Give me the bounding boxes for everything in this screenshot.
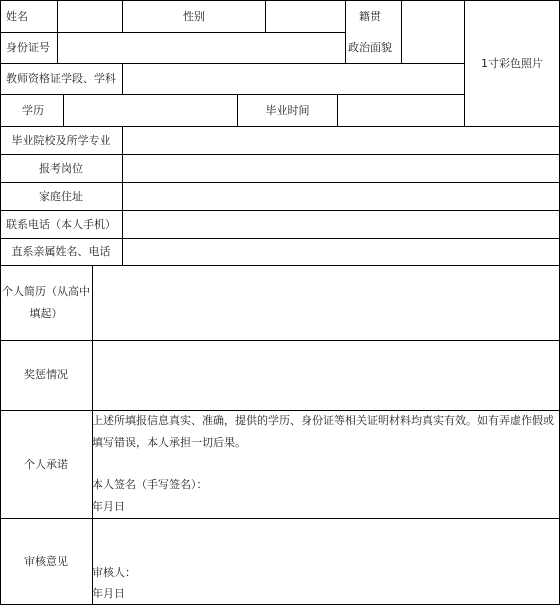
graduation-time-field[interactable] [338,95,464,126]
native-place-field[interactable] [402,1,464,32]
graduation-time-label: 毕业时间 [265,104,310,117]
signature-label: 本人签名（手写签名）： [92,478,208,491]
gender-label: 性别 [183,10,205,23]
education-label: 学历 [22,104,44,117]
graduate-school-field[interactable] [123,127,559,154]
reviewer-label: 审核人： [92,566,136,579]
phone-label: 联系电话（本人手机） [6,218,116,231]
graduate-school-label: 毕业院校及所学专业 [11,134,111,147]
name-field[interactable] [58,1,122,32]
applied-position-label: 报考岗位 [39,162,83,175]
home-address-label: 家庭住址 [39,190,83,203]
review-date: 年月日 [92,587,125,600]
political-status-label: 政治面貌 [348,41,392,54]
political-status-field[interactable] [402,33,464,63]
review-label: 审核意见 [24,555,68,568]
phone-field[interactable] [123,211,559,238]
grid-line [345,0,346,63]
gender-field[interactable] [266,1,345,32]
awards-label: 奖惩情况 [24,368,68,381]
pledge-date: 年月日 [92,500,125,513]
teacher-cert-label: 教师资格证学段、学科 [6,72,116,85]
pledge-text: 上述所填报信息真实、准确，提供的学历、身份证等相关证明材料均真实有效。如有弄虚作假或填写错误，本人承担一切后果。 [92,414,554,449]
home-address-field[interactable] [123,183,559,210]
resume-field[interactable] [93,266,559,340]
grid-line [0,0,1,605]
pledge-label: 个人承诺 [24,458,68,471]
name-label: 姓名 [6,10,28,23]
relative-label: 直系亲属姓名、电话 [11,245,111,258]
applied-position-field[interactable] [123,155,559,182]
id-number-label: 身份证号 [6,41,50,54]
education-field[interactable] [64,95,237,126]
resume-label: 个人简历（从高中填起） [2,285,90,320]
id-number-field[interactable] [58,33,345,63]
teacher-cert-field[interactable] [123,64,464,94]
native-place-label: 籍贯 [359,10,381,23]
awards-field[interactable] [93,341,559,410]
review-opinion-field[interactable] [93,519,559,561]
photo-label: 1寸彩色照片 [481,57,543,70]
photo-box[interactable] [465,1,559,126]
relative-field[interactable] [123,239,559,265]
